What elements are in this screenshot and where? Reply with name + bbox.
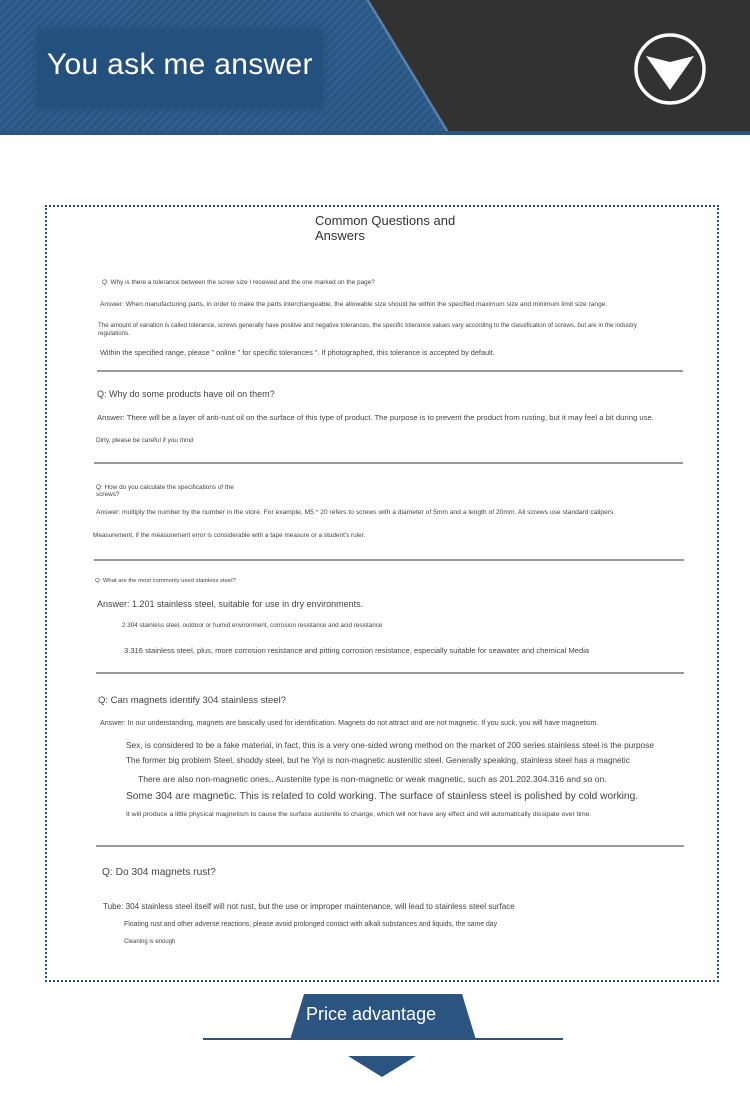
faq-answer-4-line-1: Answer: 1.201 stainless steel, suitable for use in dry environments. [97, 599, 364, 609]
faq-answer-1-line-2: The amount of variation is called tolerance, screws generally have positive and negative tolerances, the specific tolerance values vary according to the classification of screws, but are in the industry [98, 322, 637, 329]
divider-1 [97, 370, 683, 372]
faq-answer-4-line-3: 3.316 stainless steel, plus, more corrosion resistance and pitting corrosion resistance, especially suitable for seawater and chemical Media [124, 646, 590, 655]
divider-4 [96, 672, 684, 674]
faq-answer-6-line-1: Tube: 304 stainless steel itself will not rust, but the use or improper maintenance, will lead to stainless steel surface [103, 902, 515, 911]
faq-answer-5-line-4: There are also non-magnetic ones,. Austenite type is non-magnetic or weak magnetic, such as 201.202.304.316 and so on. [138, 774, 607, 784]
faq-answer-6-line-3: Cleaning is enough [124, 939, 176, 945]
chevron-down-circle-icon [633, 32, 707, 106]
faq-answer-1-line-1: Answer: When manufacturing parts, in order to make the parts interchangeable, the allowable size should be within the specified maximum size and minimum limit size range. [100, 301, 608, 308]
page-title: You ask me answer [47, 48, 313, 81]
faq-question-6: Q: Do 304 magnets rust? [102, 867, 216, 878]
faq-question-1: Q: Why is there a tolerance between the screw size I received and the one marked on the page? [102, 279, 375, 286]
divider-3 [94, 559, 684, 561]
divider-5 [96, 845, 684, 847]
price-advantage-label: Price advantage [306, 1004, 437, 1024]
faq-answer-2-line-2: Dirty, please be careful if you mind [96, 437, 194, 444]
faq-answer-3-line-1: Answer: multiply the number by the number in the store. For example, M5 * 20 refers to screws with a diameter of 5mm and a length of 20mm. All screws use standard calipers. [96, 509, 616, 516]
faq-answer-3-line-2: Measurement, if the measurement error is considerable with a tape measure or a student's ruler. [93, 532, 366, 539]
faq-answer-5-line-1: Answer: In our understanding, magnets are basically used for identification. Magnets do not attract and are not magnetic. If you suck, you will have magnetism. [100, 719, 599, 727]
faq-answer-2-line-1: Answer: There will be a layer of anti-rust oil on the surface of this type of product. The purpose is to prevent the product from rusting, but it may feel a bit during use. [97, 413, 654, 422]
faq-answer-1-line-3: regulations. [98, 330, 130, 337]
faq-question-3: Q: How do you calculate the specifications of the [96, 484, 234, 491]
faq-answer-4-line-2: 2.304 stainless steel, outdoor or humid environment, corrosion resistance and acid resistance [122, 622, 383, 629]
triangle-down-icon [348, 1056, 416, 1077]
faq-question-4: Q: What are the most commonly used stainless steel? [95, 578, 236, 584]
faq-answer-6-line-2: Floating rust and other adverse reactions, please avoid prolonged contact with alkali substances and liquids, the same day [124, 921, 498, 928]
faq-answer-1-line-4: Within the specified range, please " online " for specific tolerances ". If photographed, this tolerance is accepted by default. [100, 348, 495, 357]
faq-answer-5-line-2: Sex, is considered to be a fake material, in fact, this is a very one-sided wrong method on the market of 200 series stainless steel is the purpose [126, 740, 655, 750]
header-banner [0, 0, 750, 135]
faq-answer-5-line-5: Some 304 are magnetic. This is related to cold working. The surface of stainless steel is polished by cold working. [126, 791, 639, 802]
faq-question-5: Q: Can magnets identify 304 stainless steel? [98, 695, 286, 706]
faq-question-3-cont: screws? [96, 491, 120, 498]
faq-question-2: Q: Why do some products have oil on them? [97, 389, 275, 399]
faq-answer-5-line-3: The former big problem Steel, shoddy steel, but he Yiyi is non-magnetic austenitic steel. Generally speaking, stainless steel has a magnetic [126, 756, 630, 765]
section-title: Common Questions and Answers [315, 213, 456, 243]
banner-bottom-stripe [0, 131, 750, 135]
divider-2 [94, 462, 683, 464]
faq-answer-5-line-6: It will produce a little physical magnetism to cause the surface austenite to change, which will not have any effect and will automatically dissipate over time. [126, 811, 592, 818]
